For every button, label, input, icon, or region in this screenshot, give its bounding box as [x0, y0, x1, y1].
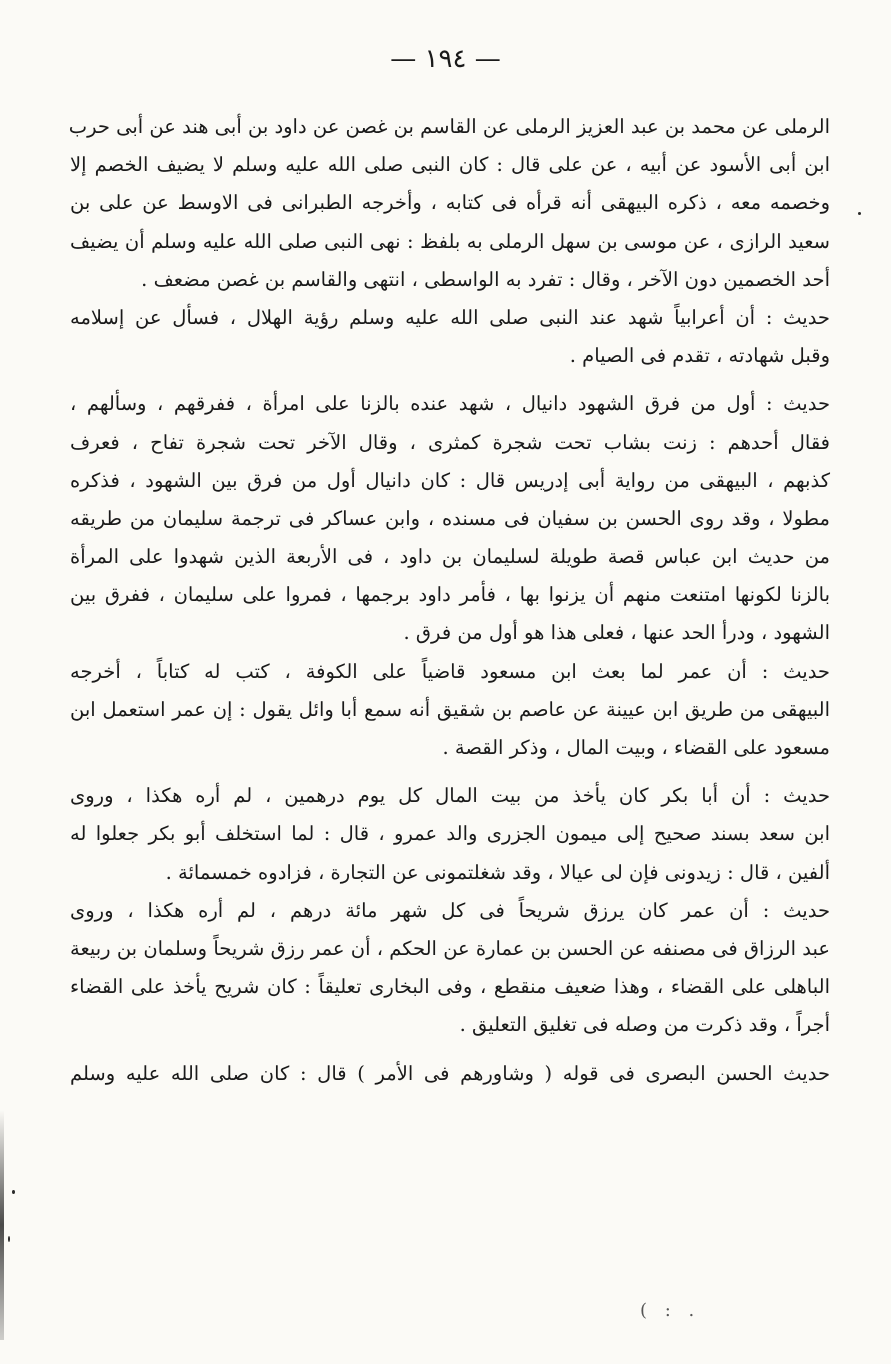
text-line: سعيد الرازى ، عن موسى بن سهل الرملى به بلفظ : نهى النبى صلى الله عليه وسلم أن يضيف — [70, 229, 830, 253]
text-line: كذبهم ، البيهقى من رواية أبى إدريس قال : كان دانيال أول من فرق بين الشهود ، فذكره — [70, 468, 830, 492]
text-line: من حديث ابن عباس قصة طويلة لسليمان بن داود ، فى الأربعة الذين شهدوا على المرأة — [70, 545, 830, 569]
text-line: وقبل شهادته ، تقدم فى الصيام . — [569, 344, 830, 368]
paragraph — [70, 653, 830, 768]
text-line: وخصمه معه ، ذكره البيهقى أنه قرأه فى كتابه ، وأخرجه الطبرانى فى الاوسط عن على بن — [70, 191, 830, 215]
paragraph — [70, 1055, 830, 1093]
text-line: مسعود على القضاء ، وبيت المال ، وذكر القصة . — [442, 736, 830, 759]
text-line: حديث : أن عمر كان يرزق شريحاً فى كل شهر مائة درهم ، لم أره هكذا ، وروى — [70, 898, 830, 922]
text-line: البيهقى من طريق ابن عيينة عن عاصم بن شقيق أنه سمع أبا وائل يقول : إن عمر استعمل ابن — [70, 697, 830, 721]
text-line: حديث : أن عمر لما بعث ابن مسعود قاضياً على الكوفة ، كتب له كتاباً ، أخرجه — [70, 659, 830, 683]
text-line: حديث : أول من فرق الشهود دانيال ، شهد عنده بالزنا على امرأة ، ففرقهم ، وسألهم ، — [70, 392, 830, 416]
text-body — [70, 108, 830, 1093]
text-line: بالزنا لكونها امتنعت منهم أن يزنوا بها ، فأمر داود برجمها ، فمروا على سليمان ، ففرق بين — [70, 583, 830, 607]
scan-speck — [858, 212, 861, 215]
bottom-marks: ( : . — [640, 1300, 701, 1321]
text-line: الباهلى على القضاء ، وهذا ضعيف منقطع ، وفى البخارى تعليقاً : كان شريح يأخذ على القضاء — [70, 975, 830, 999]
scan-speck — [8, 1236, 10, 1242]
text-line: ألفين ، قال : زيدونى فإن لى عيالا ، وقد شغلتمونى عن التجارة ، فزادوه خمسمائة . — [165, 860, 830, 884]
paragraph — [70, 108, 830, 299]
paragraph — [70, 892, 830, 1045]
page-number: — ١٩٤ — — [390, 44, 501, 74]
text-line: أحد الخصمين دون الآخر ، وقال : تفرد به الواسطى ، انتهى والقاسم بن غصن مضعف . — [141, 267, 830, 291]
text-line: عبد الرزاق فى مصنفه عن الحسن بن عمارة عن الحكم ، أن عمر رزق شريحاً وسلمان بن ربيعة — [70, 936, 830, 960]
text-line: حديث : أن أعرابياً شهد عند النبى صلى الله عليه وسلم رؤية الهلال ، فسأل عن إسلامه — [70, 305, 830, 329]
scan-speck — [12, 1190, 15, 1194]
scan-edge-shadow — [0, 1110, 4, 1340]
text-line: أجراً ، وقد ذكرت من وصله فى تغليق التعليق . — [459, 1013, 830, 1037]
text-line: حديث : أن أبا بكر كان يأخذ من بيت المال كل يوم درهمين ، لم أره هكذا ، وروى — [70, 784, 830, 808]
paragraph — [70, 777, 830, 892]
text-line: الرملى عن محمد بن عبد العزيز الرملى عن القاسم بن غصن عن داود بن أبى هند عن أبى حرب — [68, 115, 830, 138]
text-line: حديث الحسن البصرى فى قوله ( وشاورهم فى الأمر ) قال : كان صلى الله عليه وسلم — [70, 1061, 830, 1085]
text-line: الشهود ، ودرأ الحد عنها ، فعلى هذا هو أول من فرق . — [403, 621, 830, 645]
text-line: ابن سعد بسند صحيح إلى ميمون الجزرى والد عمرو ، قال : لما استخلف أبو بكر جعلوا له — [70, 822, 830, 846]
paragraph — [70, 385, 830, 652]
text-line: مطولا ، وقد روى الحسن بن سفيان فى مسنده ، وابن عساكر فى ترجمة سليمان من طريقه — [70, 506, 830, 530]
paragraph — [70, 299, 830, 375]
text-line: فقال أحدهم : زنت بشاب تحت شجرة كمثرى ، وقال الآخر تحت شجرة تفاح ، فعرف — [70, 430, 830, 454]
text-line: ابن أبى الأسود عن أبيه ، عن على قال : كان النبى صلى الله عليه وسلم لا يضيف الخصم إلا — [70, 153, 830, 177]
